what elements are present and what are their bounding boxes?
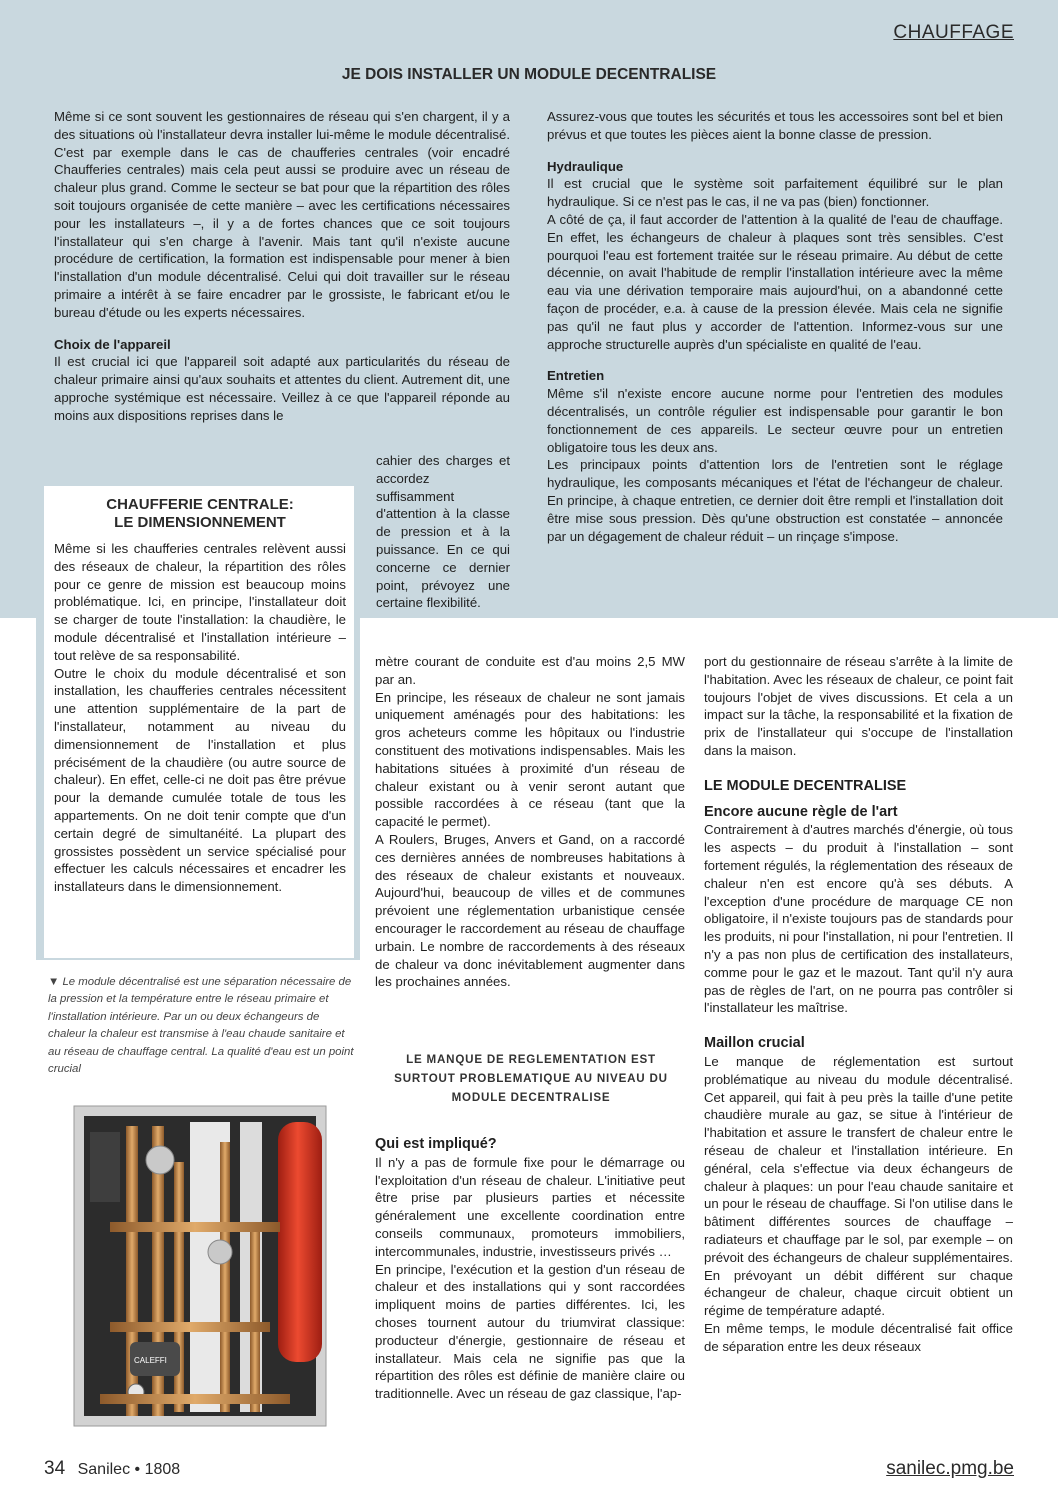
- subheading-choix: Choix de l'appareil: [54, 336, 171, 352]
- pull-quote-line2: SURTOUT PROBLEMATIQUE AU NIVEAU DU: [394, 1072, 668, 1085]
- sidebar-box: [44, 486, 354, 958]
- paragraph: cahier des charges et accordez suffisamment d'attention à la classe de pression et à la puissance. En ce qui concerne ce dernier point, prévoyez une certaine flexibilité.: [376, 453, 510, 611]
- paragraph: En principe, les réseaux de chaleur ne sont jamais uniquement aménagés pour des habitations: les gros acheteurs comme les hôpitaux ou l'industrie constituent des motivations indispensables. Mais les habitations situées à proximité d'un réseau de chaleur existant ou à venir seront autant que possible raccordées à ce réseau (tant que la capacité le permet).: [375, 689, 685, 830]
- subheading-entretien: Entretien: [547, 368, 605, 384]
- middle-column: [375, 653, 685, 991]
- paragraph: Même si ce sont souvent les gestionnaires de réseau qui s'en chargent, il y a des situations où l'installateur devra installer lui-même le module décentralisé. C'est par exemple dans le cas de chaufferies centrales (voir encadré Chaufferies centrales) mais cela peut aussi se produire avec un réseau de chaleur plus grand. Comme le secteur se bat pour que la répartition des rôles soit toujours organisée de cette manière – avec les certifications nécessaires pour les installateurs –, il y a de fortes chances que ce soit toujours l'installateur qui s'en charge à l'avenir. Mais tant qu'il n'existe aucune procédure de certification, la formation est indispensable pour mener à bien l'installation d'un module décentralisé. Celui qui doit travailler sur le réseau primaire a intérêt à se faire encadrer par le grossiste, le fabricant et/ou le bureau d'étude ou les experts nécessaires.: [54, 109, 510, 320]
- section-tag: CHAUFFAGE: [893, 22, 1014, 43]
- top-left-column-narrow: [376, 452, 510, 612]
- pull-quote-line1: LE MANQUE DE REGLEMENTATION EST: [406, 1053, 656, 1066]
- paragraph: Contrairement à d'autres marchés d'énergie, où tous les aspects – du produit à l'installation – sont fortement régulés, la réglementation des réseaux de chaleur n'en est encore qu'à ses débuts. A l'exception d'une procédure de marquage CE non obligatoire, il n'existe toujours pas de standards pour les produits, ni pour l'installation, ni pour l'entretien. Il n'y a pas non plus de certification des installateurs, comme pour le gaz et le mazout. Tant qu'il n'y aura pas de règles de l'art, on ne pourra pas contrôler si l'installateur les maîtrise.: [704, 822, 1013, 1016]
- article-title: JE DOIS INSTALLER UN MODULE DECENTRALISE: [341, 66, 717, 83]
- sidebar-box-title-line1: CHAUFFERIE CENTRALE:: [106, 496, 294, 513]
- subheading-hydraulique: Hydraulique: [547, 158, 624, 174]
- middle-column-lower: [375, 1136, 685, 1403]
- subheading-maillon: Maillon crucial: [704, 1035, 805, 1052]
- website-link[interactable]: sanilec.pmg.be: [886, 1458, 1014, 1479]
- photo-caption: ▼ Le module décentralisé est une séparation nécessaire de la pression et la température entre le réseau primaire et l'installation intérieure. Par un ou deux échangeurs de chaleur la chaleur est transmise à l'eau chaude sanitaire et au réseau de chauffage central. La qualité d'eau est un point crucial: [48, 976, 354, 1076]
- paragraph: En principe, l'exécution et la gestion d'un réseau de chaleur et des installations qui y sont raccordées impliquent moins de parties différentes. Ici, les choses tournent autour du triumvirat classique: producteur d'énergie, gestionnaire de réseau et installateur. Mais cela ne signifie pas que la répartition des rôles est définie de manière claire ou traditionnelle. Avec un réseau de gaz classique, l'ap-: [375, 1261, 685, 1402]
- paragraph: mètre courant de conduite est d'au moins 2,5 MW par an.: [375, 654, 685, 687]
- paragraph: Outre le choix du module décentralisé et son installation, les chaufferies centrales nécessitent une attention supplémentaire de la part de l'installateur, notamment au niveau du dimensionnement de l'installation et plus précisément de la chaudière (ou autre source de chaleur). En effet, celle-ci ne doit pas être prévue pour la demande cumulée totale de tous les appartements. On ne doit tenir compte que d'un certain degré de simultanéité. La plupart des grossistes possèdent un service spécialisé pour effectuer les calculs nécessaires et encadrer les installateurs dans le dimensionnement.: [54, 665, 346, 895]
- paragraph: A côté de ça, il faut accorder de l'attention à la qualité de l'eau de chauffage. En effet, les échangeurs de chaleur à plaques sont très sensibles. C'est pourquoi l'eau est fortement traitée sur le réseau primaire. Au début de cette décennie, on avait l'habitude de remplir l'installation intérieure avec la même eau via une dérivation temporaire mais aujourd'hui, on a abandonné cette façon de procéder, e.a. à cause de la pression élevée. Mais cela ne signifie pas qu'il ne faut plus y accorder de l'attention. Informez-vous sur une approche structurelle auprès d'un spécialiste en qualité de l'eau.: [547, 211, 1003, 352]
- pull-quote-line3: MODULE DECENTRALISE: [451, 1091, 611, 1104]
- heading-module: LE MODULE DECENTRALISE: [704, 777, 907, 794]
- paragraph: port du gestionnaire de réseau s'arrête à la limite de l'habitation. Avec les réseaux de chaleur, ce point fait toujours l'objet de vives discussions. Et cela a un impact sur la tâche, la responsabilité et la fixation de prix de l'installateur qui s'occupe de l'installation dans la maison.: [704, 654, 1013, 758]
- paragraph: Il est crucial ici que l'appareil soit adapté aux particularités du réseau de chaleur primaire ainsi qu'aux souhaits et attentes du client. Autrement dit, une approche systémique est nécessaire. Veillez à ce que l'appareil réponde au moins aux dispositions reprises dans le: [54, 354, 510, 423]
- top-left-column: [54, 108, 510, 425]
- paragraph: A Roulers, Bruges, Anvers et Gand, on a raccordé ces dernières années de nombreuses habitations à des réseaux de chaleur existants et nouveaux. Aujourd'hui, beaucoup de villes et de communes prévoient une réglementation urbanistique censée encourager le raccordement au réseau de chauffage urbain. Le nombre de raccordements à des réseaux de chaleur va donc inévitablement augmenter dans les prochaines années.: [375, 831, 685, 990]
- subheading-encore: Encore aucune règle de l'art: [704, 803, 898, 820]
- sidebar-box-title: [54, 496, 346, 532]
- pump-brand: CALEFFI: [134, 1356, 167, 1365]
- magazine-issue: Sanilec • 1808: [77, 1461, 181, 1478]
- sidebar-box-title-line2: LE DIMENSIONNEMENT: [114, 514, 286, 531]
- paragraph: Assurez-vous que toutes les sécurités et tous les accessoires sont bel et bien prévus et que toutes les pièces aient la bonne classe de pression.: [547, 109, 1003, 142]
- sidebar-box-frame: [36, 478, 360, 960]
- right-column: [704, 653, 1013, 1355]
- footer-left: [44, 1458, 180, 1480]
- paragraph: Il n'y a pas de formule fixe pour le démarrage ou l'exploitation d'un réseau de chaleur. L'initiative peut être prise par plusieurs parties et nécessite généralement une excellente coordination entre conseils communaux, promoteurs immobiliers, intercommunales, industrie, investisseurs privés …: [375, 1154, 685, 1259]
- paragraph: Il est crucial que le système soit parfaitement équilibré sur le plan hydraulique. Si ce n'est pas le cas, il ne va pas (bien) fonctionner.: [547, 176, 1003, 210]
- paragraph: En même temps, le module décentralisé fait office de séparation entre les deux réseaux: [704, 1320, 1013, 1354]
- paragraph: Même s'il n'existe encore aucune norme pour l'entretien des modules décentralisés, un contrôle régulier est indispensable pour garantir le bon fonctionnement de ces appareils. Le secteur œuvre pour un entretien obligatoire tous les deux ans.: [547, 386, 1003, 455]
- expansion-tank: [278, 1122, 322, 1362]
- subheading-qui: Qui est impliqué?: [375, 1136, 497, 1152]
- pull-quote: [375, 1050, 687, 1107]
- module-photo: [70, 1102, 330, 1430]
- paragraph: Le manque de réglementation est surtout problématique au niveau du module décentralisé. Cet appareil, qui fait à peu près la taille d'une petite chaudière murale au gaz, se situe à l'intérieur de l'habitation et assure le transfert de chaleur entre le réseau de chaleur et l'installation intérieure. En général, cela s'effectue via deux échangeurs de chaleur à plaques: un pour l'eau chaude sanitaire et un pour le réseau de chauffage. Si l'on utilise dans le bâtiment différentes sources de chauffage – radiateurs et chauffage par le sol, par exemple – on prévoit des échangeurs de chaleur supplémentaires. En prévoyant un débit différent sur chaque échangeur de chaleur, chaque circuit obtient un régime de température adapté.: [704, 1053, 1013, 1319]
- top-right-column: [547, 108, 1003, 545]
- paragraph: Les principaux points d'attention lors de l'entretien sont le réglage hydraulique, les composants mécaniques et l'état de l'échangeur de chaleur. En principe, à chaque entretien, ce dernier doit être rempli et l'installation doit être mise sous pression. Dès qu'une obstruction est constatée – annoncée par un dégagement de chaleur réduit – un rinçage s'impose.: [547, 457, 1003, 544]
- paragraph: Même si les chaufferies centrales relèvent aussi des réseaux de chaleur, la répartition des rôles pour ce genre de mission est beaucoup moins problématique. Ici, en principe, l'installateur doit se charger de toute l'installation: la chaudière, le module décentralisé et l'installation intérieure – tout relève de sa responsabilité.: [54, 541, 346, 663]
- page-number: 34: [44, 1458, 66, 1479]
